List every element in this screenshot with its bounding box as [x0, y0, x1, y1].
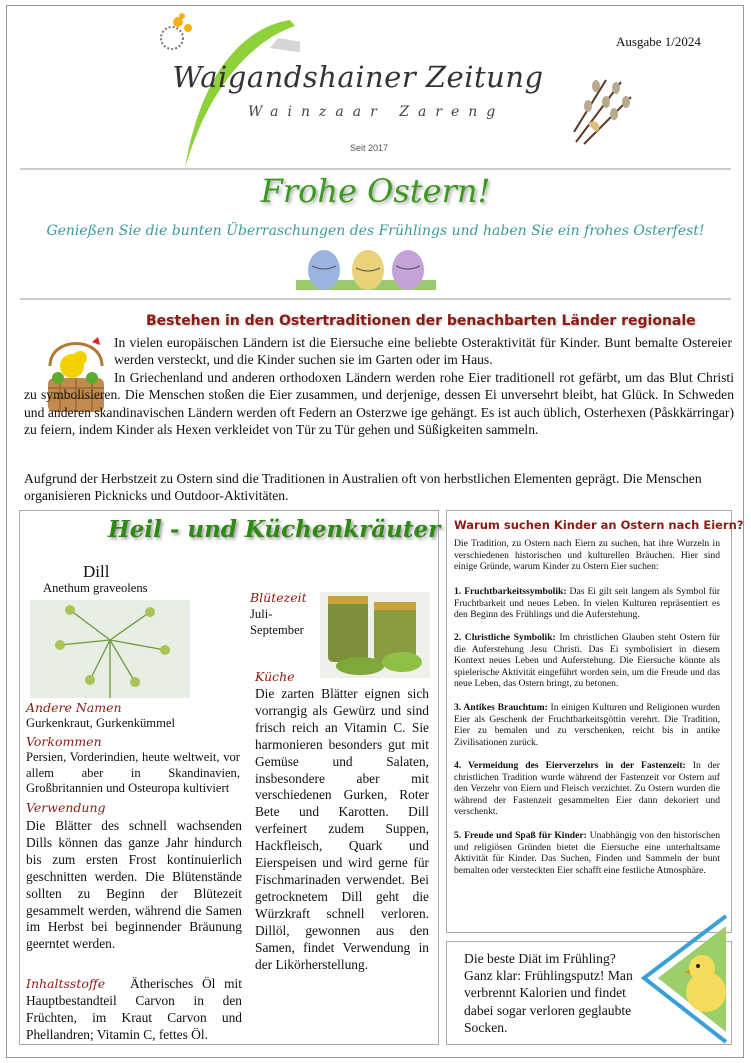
- eggs-item-2-text: Im christlichen Glauben steht Ostern für die Auferstehung Jesu Christi. Das Ei symbolisiert in diesem Kontext neues Leben und Auferstehung. Die Eiersuche könnte als spielerische Aktivität eingeführt worden sein, um die Freude und das neue Leben, das Ostern bringt, zu betonen.: [454, 632, 720, 690]
- eggs-item-5: [454, 830, 720, 876]
- easter-greeting: Frohe Ostern!: [260, 172, 491, 210]
- newspaper-title: Waigandshainer Zeitung: [172, 60, 544, 94]
- verwendung-text: Die Blätter des schnell wachsenden Dills können das ganze Jahr hindurch bis zum ersten Frost kontinuierlich geschnitten werden. Die Blütenstände sollten zu Beginn der Blütezeit gesammelt werden, während die Samen im Herbst bei beginnender Bräunung geerntet werden.: [26, 818, 242, 952]
- traditions-p1: In vielen europäischen Ländern ist die Eiersuche eine beliebte Osteraktivität für Kinder. Bunt bemalte Ostereier werden versteckt, und die Kinder suchen sie im Garten oder im Haus.: [114, 335, 732, 368]
- eggs-item-4-text: In der christlichen Tradition wurde während der Fastenzeit vor Ostern auf den Verzehr von Eiern und Fleisch verzichtet. Zu Ostern wurden die während der Fastenzeit gesammelten Eier dann dekoriert und verschenkt.: [454, 760, 720, 818]
- eggs-item-1: [454, 586, 720, 621]
- eggs-item-3-text: In einigen Kulturen und Religionen wurden Eier als Geschenk der Fruchtbarkeitsgöttin verehrt. Die Tradition, Eier zu bemalen und zu verschenken, reicht bis in antike Zivilisationen zurück.: [454, 702, 720, 748]
- herb-name: Dill: [83, 562, 110, 581]
- traditions-heading: Bestehen in den Ostertraditionen der benachbarten Länder regionale: [146, 313, 696, 329]
- pickles-image: [320, 592, 430, 678]
- eggs-title: Warum suchen Kinder an Ostern nach Eiern?: [454, 518, 744, 532]
- traditions-p2: In Griechenland und anderen orthodoxen Ländern werden rohe Eier traditionell rot gefärbt, um das Blut Christi zu symbolisieren. Die Menschen stoßen die Eier zusammen, und derjenige, dessen Ei unversehrt bleibt, hat Glück. In Schweden und anderen skandinavischen Ländern werden oft Federn an Osterzwe ige gehängt. Es ist auch üblich, Osterhexen (Påskkärringar) zu feiern, indem Kinder als Hexen verkleidet von Tür zu Tür gehen und Süßigkeiten sammeln.: [24, 370, 734, 438]
- eggs-item-4-head: 4. Vermeidung des Eierverzehrs in der Fastenzeit:: [454, 760, 686, 771]
- newspaper-subtitle: Wainzaar Zareng: [248, 104, 505, 120]
- kueche-label: Küche: [255, 669, 295, 684]
- verwendung-label: Verwendung: [26, 800, 106, 815]
- eggs-item-5-head: 5. Freude und Spaß für Kinder:: [454, 830, 587, 841]
- easter-wish: Genießen Sie die bunten Überraschungen des Frühlings und haben Sie ein frohes Osterfest!: [46, 223, 705, 239]
- vorkommen-label: Vorkommen: [26, 734, 102, 749]
- eggs-item-5-text: Unabhängig von den historischen und religiösen Gründen bietet die Eiersuche eine unterhaltsame Aktivität für Kinder. Das Suchen, Finden und Sammeln der bunt bemalten oder versteckten Eier schafft eine festliche Atmosphäre.: [454, 830, 720, 876]
- issue-number: Ausgabe 1/2024: [616, 34, 701, 49]
- since-label: Seit 2017: [350, 143, 389, 153]
- herb-latin: Anethum graveolens: [43, 581, 148, 595]
- joke-text: Die beste Diät im Frühling? Ganz klar: Frühlingsputz! Man verbrennt Kalorien und findet dabei sogar verloren geglaubte Socken.: [464, 951, 633, 1035]
- traditions-p3: Aufgrund der Herbstzeit zu Ostern sind die Traditionen in Australien oft von herbstlichen Elementen geprägt. Die Menschen organisieren Picknicks und Outdoor-Aktivitäten.: [24, 471, 702, 504]
- andere-label: Andere Namen: [26, 700, 122, 715]
- eggs-item-3: [454, 702, 720, 748]
- eggs-item-3-head: 3. Antikes Brauchtum:: [454, 702, 548, 713]
- bluetezeit-text: Juli-September: [250, 607, 304, 637]
- eggs-item-2: [454, 632, 720, 690]
- eggs-item-1-head: 1. Fruchtbarkeitssymbolik:: [454, 586, 567, 597]
- divider-top: [20, 168, 731, 170]
- easter-eggs-image: [296, 246, 436, 292]
- eggs-item-1-text: Das Ei gilt seit langem als Symbol für Fruchtbarkeit und neues Leben. In vielen Kulturen repräsentiert es den Beginn des Frühlings und die Auferstehung.: [454, 586, 720, 621]
- eggs-intro: Die Tradition, zu Ostern nach Eiern zu suchen, hat ihre Wurzeln in verschiedenen historischen und kulturellen Bräuchen. Hier sind einige Gründe, warum Kinder zu Ostern Eier suchen:: [454, 538, 720, 573]
- herbs-title: Heil - und Küchenkräuter: [108, 516, 441, 543]
- dill-image: [30, 600, 190, 698]
- chick-image: [640, 914, 732, 1046]
- eggs-item-2-head: 2. Christliche Symbolik:: [454, 632, 556, 643]
- inhalt-text: Ätherisches Öl mit Hauptbestandteil Carvon in den Früchten, im Kraut Carvon und Phellandren; Vitamin C, fettes Öl.: [26, 976, 242, 1042]
- andere-text: Gurkenkraut, Gurkenkümmel: [26, 716, 175, 730]
- bluetezeit-label: Blütezeit: [250, 590, 307, 605]
- vorkommen-text: Persien, Vorderindien, heute weltweit, vor allem aber in Skandinavien, Großbritannien und Osteuropa kultiviert: [26, 750, 240, 796]
- pussy-willow-image: [566, 72, 636, 152]
- kueche-text: Die zarten Blätter eignen sich vorrangig als Gewürz und sind frisch reich an Vitamin C. Sie harmonieren besonders gut mit Gemüse und Salaten, insbesondere aber mit verschiedenen Gurken, Roter Bete und Karotten. Dill verfeinert zudem Suppen, Hackfleisch, Quark und Eierspeisen und wird gerne für Fischmarinaden verwendet. Bei getrocknetem Dill geht die Würzkraft schnell verloren. Dillöl, gewonnen aus den Samen, findet Verwendung in der Likörherstellung.: [255, 686, 429, 972]
- eggs-item-4: [454, 760, 720, 818]
- divider-mid: [20, 298, 731, 300]
- inhalt-label: Inhaltsstoffe: [26, 976, 106, 991]
